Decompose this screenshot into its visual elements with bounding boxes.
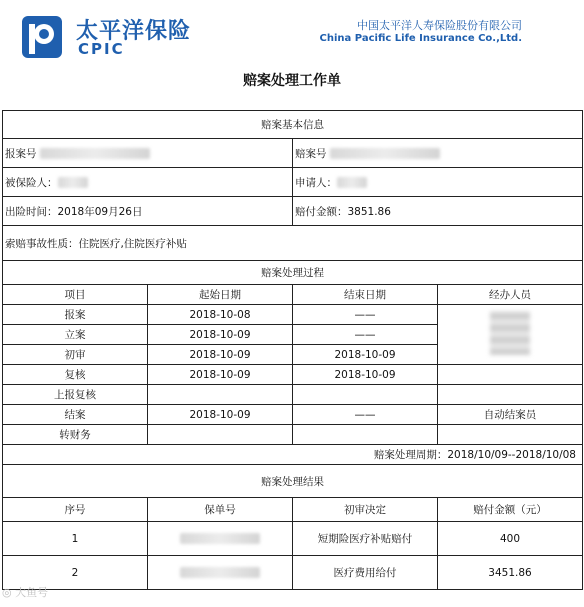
logo-english-text: CPIC: [78, 40, 125, 58]
result-section-title: 赔案处理结果: [3, 465, 583, 498]
result-row: [3, 522, 583, 556]
process-item: 复核: [3, 365, 148, 385]
report-no-cell: [3, 139, 293, 168]
redacted-policy-no: [180, 533, 260, 544]
process-handler: [438, 365, 583, 385]
process-section-title: 赔案处理过程: [3, 261, 583, 285]
process-item: 初审: [3, 345, 148, 365]
process-row: [3, 405, 583, 425]
process-row: [3, 365, 583, 385]
redacted-applicant-name: [337, 177, 367, 188]
process-start-date: 2018-10-08: [148, 305, 293, 325]
report-no-label: 报案号: [5, 147, 37, 160]
applicant-cell: [293, 168, 583, 197]
process-item: 上报复核: [3, 385, 148, 405]
result-header-seq: 序号: [3, 498, 148, 522]
insured-cell: [3, 168, 293, 197]
watermark-icon: ◎: [2, 586, 12, 599]
redacted-report-no: [40, 148, 150, 159]
redacted-handler-name: [490, 311, 530, 355]
redacted-policy-no: [180, 567, 260, 578]
claim-no-label: 赔案号: [295, 147, 327, 160]
result-header-decision: 初审决定: [293, 498, 438, 522]
process-header-item: 项目: [3, 285, 148, 305]
result-header-row: [3, 498, 583, 522]
result-seq: 1: [3, 522, 148, 556]
payout-amount: 赔付金额：3851.86: [293, 197, 583, 226]
insured-applicant-row: [3, 168, 583, 197]
claim-nature: 索赔事故性质：住院医疗,住院医疗补贴: [3, 226, 583, 261]
claim-no-cell: [293, 139, 583, 168]
process-start-date: [148, 425, 293, 445]
time-amount-row: [3, 197, 583, 226]
result-header-policy: 保单号: [148, 498, 293, 522]
process-item: 立案: [3, 325, 148, 345]
document-header: [0, 0, 584, 62]
process-end-date: 2018-10-09: [293, 365, 438, 385]
result-header-amount: 赔付金额（元）: [438, 498, 583, 522]
process-start-date: 2018-10-09: [148, 325, 293, 345]
basic-info-section-title: 赔案基本信息: [3, 111, 583, 139]
incident-time: 出险时间：2018年09月26日: [3, 197, 293, 226]
process-start-date: 2018-10-09: [148, 365, 293, 385]
process-header-start: 起始日期: [148, 285, 293, 305]
applicant-label: 申请人：: [295, 176, 337, 189]
process-row: [3, 385, 583, 405]
redacted-claim-no: [330, 148, 440, 159]
process-section-row: [3, 261, 583, 285]
process-item: 结案: [3, 405, 148, 425]
process-header-row: [3, 285, 583, 305]
result-policy-cell: [148, 556, 293, 590]
process-row: [3, 305, 583, 325]
process-end-date: 2018-10-09: [293, 345, 438, 365]
process-end-date: ——: [293, 305, 438, 325]
result-policy-cell: [148, 522, 293, 556]
result-decision: 医疗费用给付: [293, 556, 438, 590]
result-seq: 2: [3, 556, 148, 590]
watermark-text: 大鱼号: [15, 586, 49, 599]
process-end-date: [293, 425, 438, 445]
result-decision: 短期险医疗补贴赔付: [293, 522, 438, 556]
process-end-date: ——: [293, 405, 438, 425]
process-row: [3, 425, 583, 445]
process-start-date: [148, 385, 293, 405]
process-period-row: [3, 445, 583, 465]
process-item: 报案: [3, 305, 148, 325]
result-row: [3, 556, 583, 590]
process-header-end: 结束日期: [293, 285, 438, 305]
process-handler: [438, 385, 583, 405]
result-amount: 400: [438, 522, 583, 556]
result-section-row: [3, 465, 583, 498]
document-title: 赔案处理工作单: [243, 73, 341, 89]
process-item: 转财务: [3, 425, 148, 445]
process-handler: 自动结案员: [438, 405, 583, 425]
process-start-date: 2018-10-09: [148, 345, 293, 365]
process-period: 赔案处理周期：2018/10/09--2018/10/08: [3, 445, 583, 465]
process-handler: [438, 425, 583, 445]
result-amount: 3451.86: [438, 556, 583, 590]
redacted-insured-name: [58, 177, 88, 188]
company-name-english: China Pacific Life Insurance Co.,Ltd.: [319, 33, 522, 44]
watermark: [2, 584, 48, 600]
insured-label: 被保险人：: [5, 176, 58, 189]
redacted-handler-cell: [438, 305, 583, 365]
process-start-date: 2018-10-09: [148, 405, 293, 425]
logo-chinese-text: 太平洋保险: [76, 19, 192, 44]
cpic-logo-icon: [20, 12, 64, 60]
process-header-handler: 经办人员: [438, 285, 583, 305]
process-end-date: ——: [293, 325, 438, 345]
company-name-chinese: 中国太平洋人寿保险股份有限公司: [357, 19, 522, 32]
claim-nature-row: [3, 226, 583, 261]
claim-worksheet-table: [2, 110, 583, 590]
report-claim-no-row: [3, 139, 583, 168]
process-end-date: [293, 385, 438, 405]
basic-info-section-row: [3, 111, 583, 139]
